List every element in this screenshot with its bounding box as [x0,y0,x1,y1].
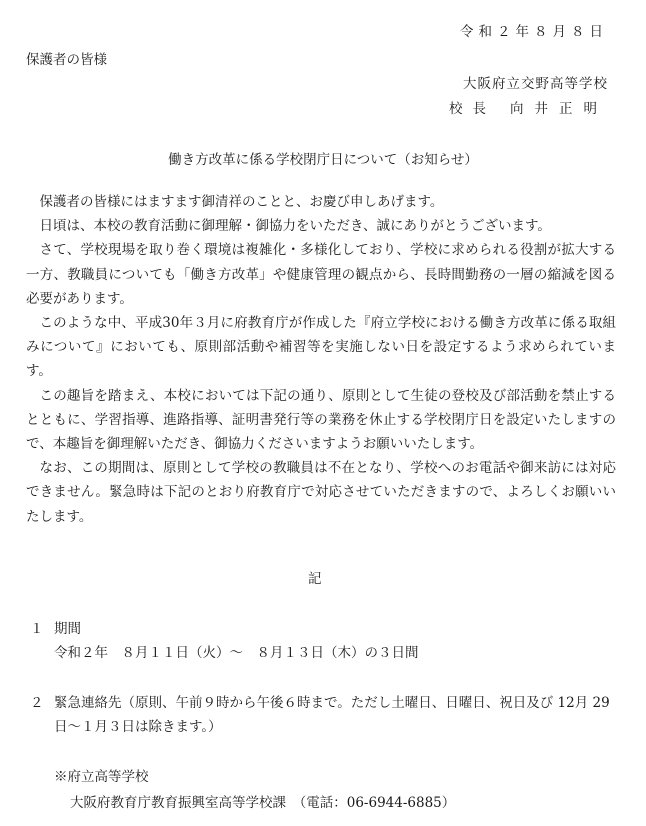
principal [449,97,608,117]
section-2-number: ２ [30,695,44,711]
school-name: 大阪府立交野高等学校 [463,76,608,92]
paragraph: このような中、平成30年３月に府教育庁が作成した『府立学校における働き方改革に係る取組みについて』においても、原則部活動や補習等を実施しない日を設定するよう求められています。 [26,315,616,380]
paragraph: 日頃は、本校の教育活動に御理解・御協力をいただき、誠にありがとうございます。 [39,218,551,235]
principal-name: 向井正明 [510,101,608,117]
paragraph: 保護者の皆様にはますます御清祥のことと、お慶び申しあげます。 [39,194,444,210]
letter-body [26,190,616,529]
paragraph: さて、学校現場を取り巻く環境は複雑化・多様化しており、学校に求められる役割が拡大する一方、教職員についても「働き方改革」や健康管理の観点から、長時間勤務の一層の縮減を図る必要があります。 [26,242,616,307]
principal-role: 校長 [449,101,496,117]
contact-note: ※府立高等学校 [54,769,149,785]
section-1-number: １ [30,621,44,637]
recipient: 保護者の皆様 [26,52,107,68]
contact-info: 大阪府教育庁教育振興室高等学校課 （電話：06-6944-6885） [70,795,456,811]
ki-heading: 記 [308,571,322,587]
section-1-title: 期間 [54,621,81,637]
section-2-text: 緊急連絡先（原則、午前９時から午後６時まで。ただし土曜日、日曜日、祝日及び 12月 29 日～１月３日は除きます。） [54,695,610,735]
document-title: 働き方改革に係る学校閉庁日について（お知らせ） [168,152,478,168]
section-1-period: 令和２年 ８月１１日（火）～ ８月１３日（木）の３日間 [54,645,419,661]
document-date: 令和２年８月８日 [460,24,608,40]
paragraph: この趣旨を踏まえ、本校においては下記の通り、原則として生徒の登校及び部活動を禁止するとともに、学習指導、進路指導、証明書発行等の業務を休止する学校閉庁日を設定いたしますので、本趣旨を御理解いただき、御協力くださいますようお願いいたします。 [26,387,616,453]
paragraph: なお、この期間は、原則として学校の教職員は不在となり、学校へのお電話や御来訪には対応できません。緊急時は下記のとおり府教育庁で対応させていただきますので、よろしくお願いいたします。 [26,460,616,525]
